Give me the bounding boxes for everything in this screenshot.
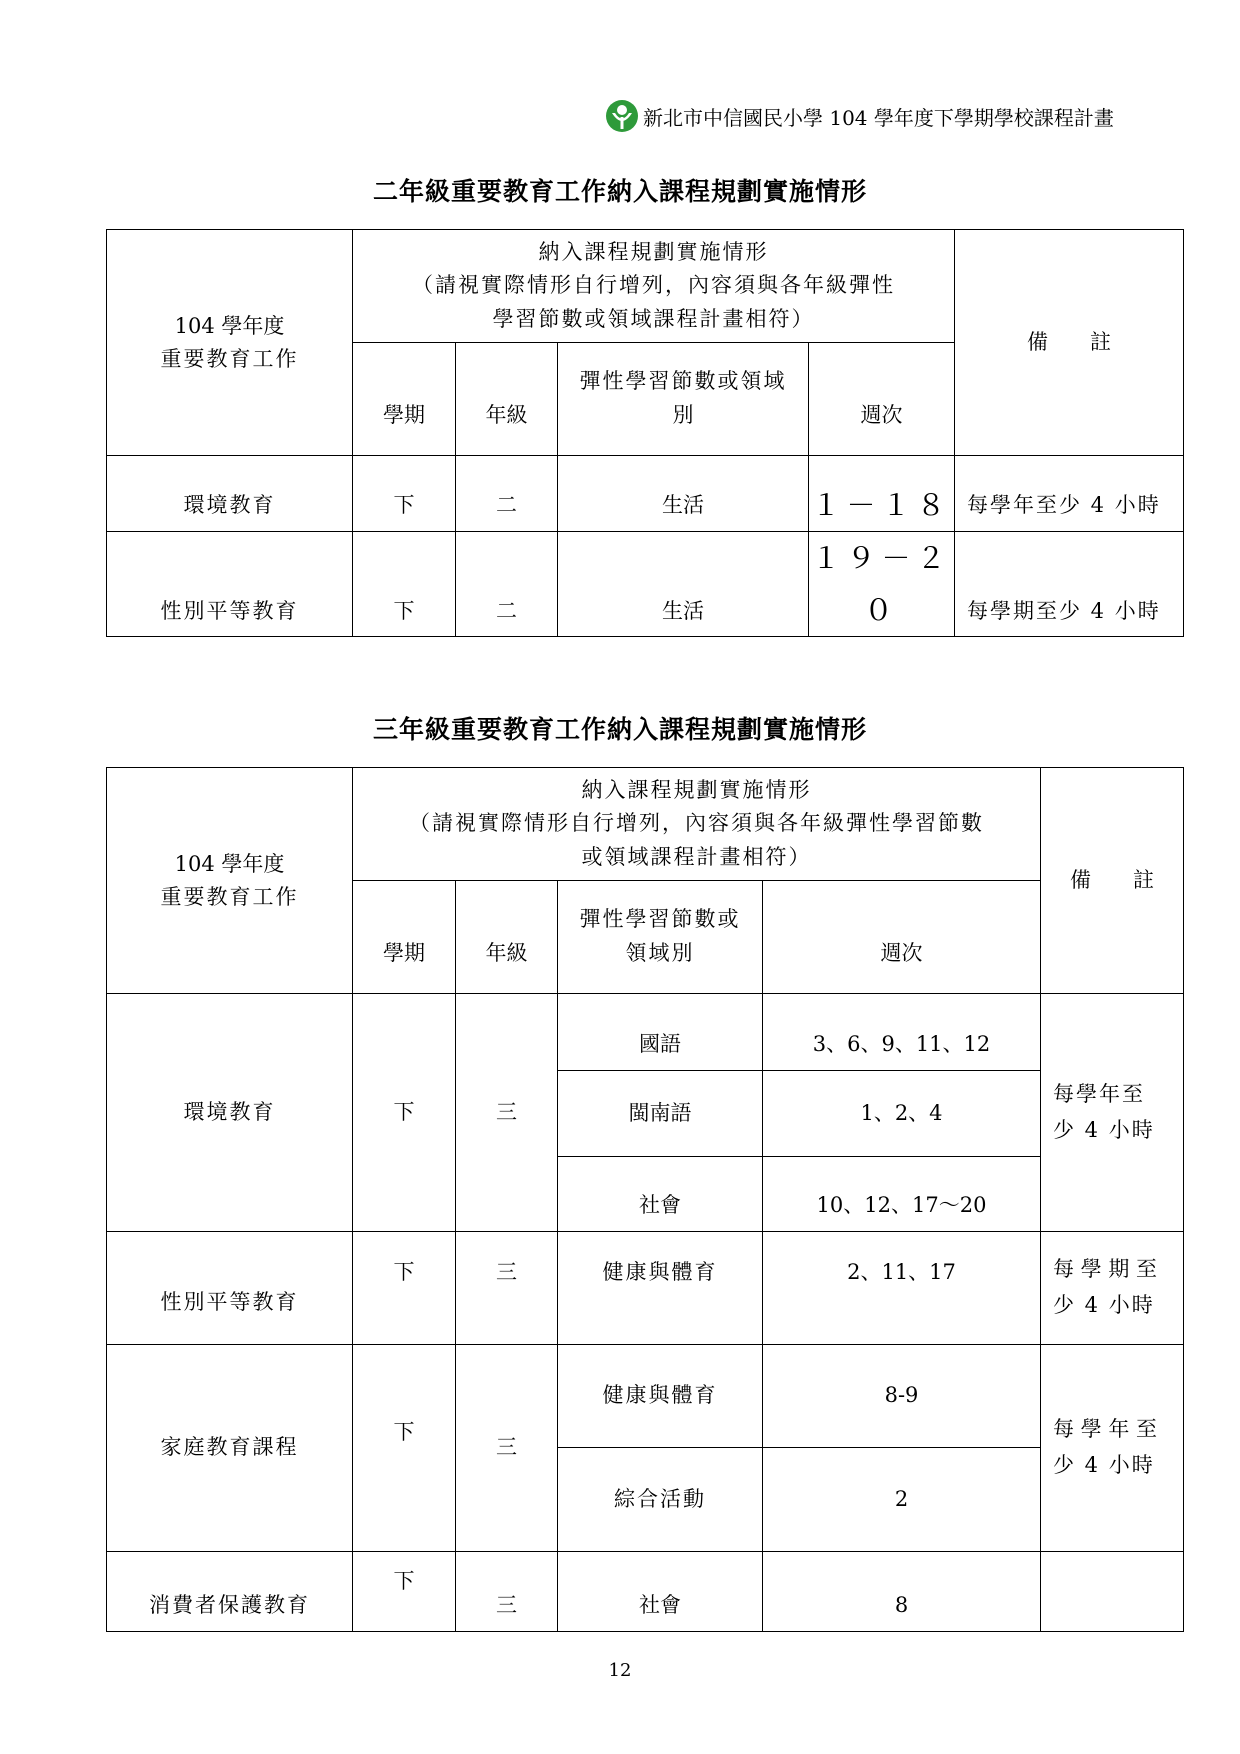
remark-cell: 每 學 期 至 少 4 小時 <box>1041 1232 1184 1345</box>
weeks-header: 週次 <box>763 881 1041 994</box>
table-row: 家庭教育課程 下 三 健康與體育 8-9 每 學 年 至 少 4 小時 <box>107 1345 1184 1448</box>
remark-cell: 每 學 年 至 少 4 小時 <box>1041 1345 1184 1552</box>
table-row: 消費者保護教育 下 三 社會 8 <box>107 1552 1184 1632</box>
header-text: 新北市中信國民小學 104 學年度下學期學校課程計畫 <box>643 105 1114 130</box>
remark-header: 備 註 <box>1041 768 1184 994</box>
page-number: 12 <box>608 1660 632 1681</box>
domain-header: 彈性學習節數或 領域別 <box>558 881 763 994</box>
table-row: 性別平等教育 下 二 生活 １９－２０ 每學期至少 4 小時 <box>107 532 1184 637</box>
table-row: 社會 10、12、17～20 <box>107 1157 1184 1232</box>
grade-header: 年級 <box>456 343 558 456</box>
domain-header: 彈性學習節數或領域 別 <box>558 343 809 456</box>
semester-header: 學期 <box>353 881 456 994</box>
table-row: 閩南語 1、2、4 <box>107 1071 1184 1157</box>
plan-header: 納入課程規劃實施情形 （請視實際情形自行增列，內容須與各年級彈性 學習節數或領域課程計畫相符） <box>353 230 955 343</box>
plan-header: 納入課程規劃實施情形 （請視實際情形自行增列，內容須與各年級彈性學習節數 或領域課程計畫相符） <box>353 768 1041 881</box>
school-logo-icon <box>605 99 639 133</box>
grade-header: 年級 <box>456 881 558 994</box>
task-header: 104 學年度 重要教育工作 <box>107 768 353 994</box>
weeks-header: 週次 <box>809 343 955 456</box>
remark-cell: 每學年至 少 4 小時 <box>1041 994 1184 1232</box>
table-row: 綜合活動 2 <box>107 1448 1184 1552</box>
semester-header: 學期 <box>353 343 456 456</box>
remark-header: 備 註 <box>955 230 1184 456</box>
grade3-table <box>106 767 1184 1632</box>
table-row: 性別平等教育 下 三 健康與體育 2、11、17 每 學 期 至 少 4 小時 <box>107 1232 1184 1345</box>
page-header <box>605 98 1125 134</box>
table-row: 環境教育 下 二 生活 １－１８ 每學年至少 4 小時 <box>107 456 1184 532</box>
table-row: 環境教育 下 三 國語 3、6、9、11、12 每學年至 少 4 小時 <box>107 994 1184 1071</box>
task-header: 104 學年度 重要教育工作 <box>107 230 353 456</box>
section2-title: 二年級重要教育工作納入課程規劃實施情形 <box>372 177 867 206</box>
section3-title: 三年級重要教育工作納入課程規劃實施情形 <box>372 715 867 744</box>
grade2-table <box>106 229 1184 637</box>
